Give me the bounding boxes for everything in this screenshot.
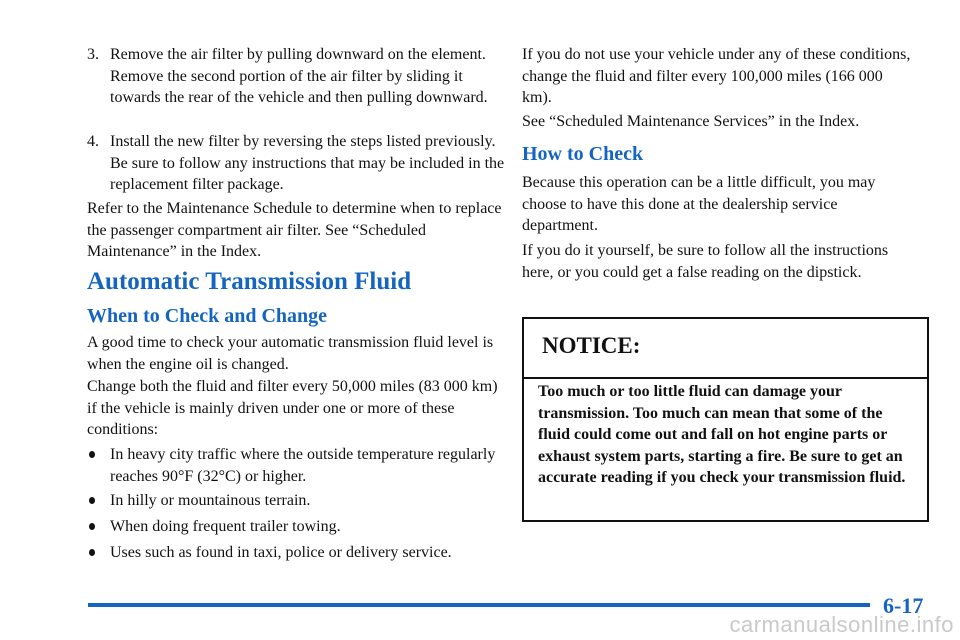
paragraph: If you do not use your vehicle under any of these conditions, change the fluid and filter every 100,000 miles (166 000 km). xyxy=(522,46,911,106)
paragraph: See “Scheduled Maintenance Services” in the Index. xyxy=(522,113,860,130)
list-item-text: Uses such as found in taxi, police or delivery service. xyxy=(110,544,452,561)
notice-title: NOTICE: xyxy=(542,333,641,358)
notice-body: Too much or too little fluid can damage your transmission. Too much can mean that some of the fluid could come out and fall on hot engine parts or exhaust system parts, starting a fire. Be sure to get an accurate reading if you check your transmission fluid. xyxy=(538,383,906,486)
bullet-icon xyxy=(89,523,95,530)
list-item-text: In hilly or mountainous terrain. xyxy=(110,492,311,509)
page-number: 6-17 xyxy=(883,593,924,618)
subsection-title: How to Check xyxy=(522,143,644,165)
bullet-icon xyxy=(89,497,95,504)
paragraph: Change both the fluid and filter every 50,000 miles (83 000 km) if the vehicle is mainly driven under one or more of these conditions: xyxy=(87,378,498,438)
list-item-text: In heavy city traffic where the outside temperature regularly reaches 90°F (32°C) or higher. xyxy=(110,446,496,485)
step-number: 3. xyxy=(87,46,99,63)
notice-box xyxy=(522,317,929,522)
paragraph: If you do it yourself, be sure to follow all the instructions here, or you could get a false reading on the dipstick. xyxy=(522,242,889,281)
watermark: carmanualsonline.info xyxy=(729,612,954,637)
section-title: Automatic Transmission Fluid xyxy=(87,268,412,295)
step-text: Remove the air filter by pulling downward on the element. Remove the second portion of the air filter by sliding it towards the rear of the vehicle and then pulling downward. xyxy=(110,46,488,106)
refer-paragraph: Refer to the Maintenance Schedule to determine when to replace the passenger compartment air filter. See “Scheduled Maintenance” in the Index. xyxy=(87,200,502,260)
paragraph: A good time to check your automatic transmission fluid level is when the engine oil is changed. xyxy=(87,334,494,373)
paragraph: Because this operation can be a little difficult, you may choose to have this done at the dealership service department. xyxy=(522,174,876,234)
subsection-title: When to Check and Change xyxy=(87,305,328,327)
footer-rule xyxy=(88,603,870,607)
bullet-icon xyxy=(89,549,95,556)
bullet-icon xyxy=(89,451,95,458)
step-number: 4. xyxy=(87,133,99,150)
list-item-text: When doing frequent trailer towing. xyxy=(110,518,341,535)
step-text: Install the new filter by reversing the steps listed previously. Be sure to follow any instructions that may be included in the replacement filter package. xyxy=(110,133,505,193)
notice-divider xyxy=(524,377,927,379)
